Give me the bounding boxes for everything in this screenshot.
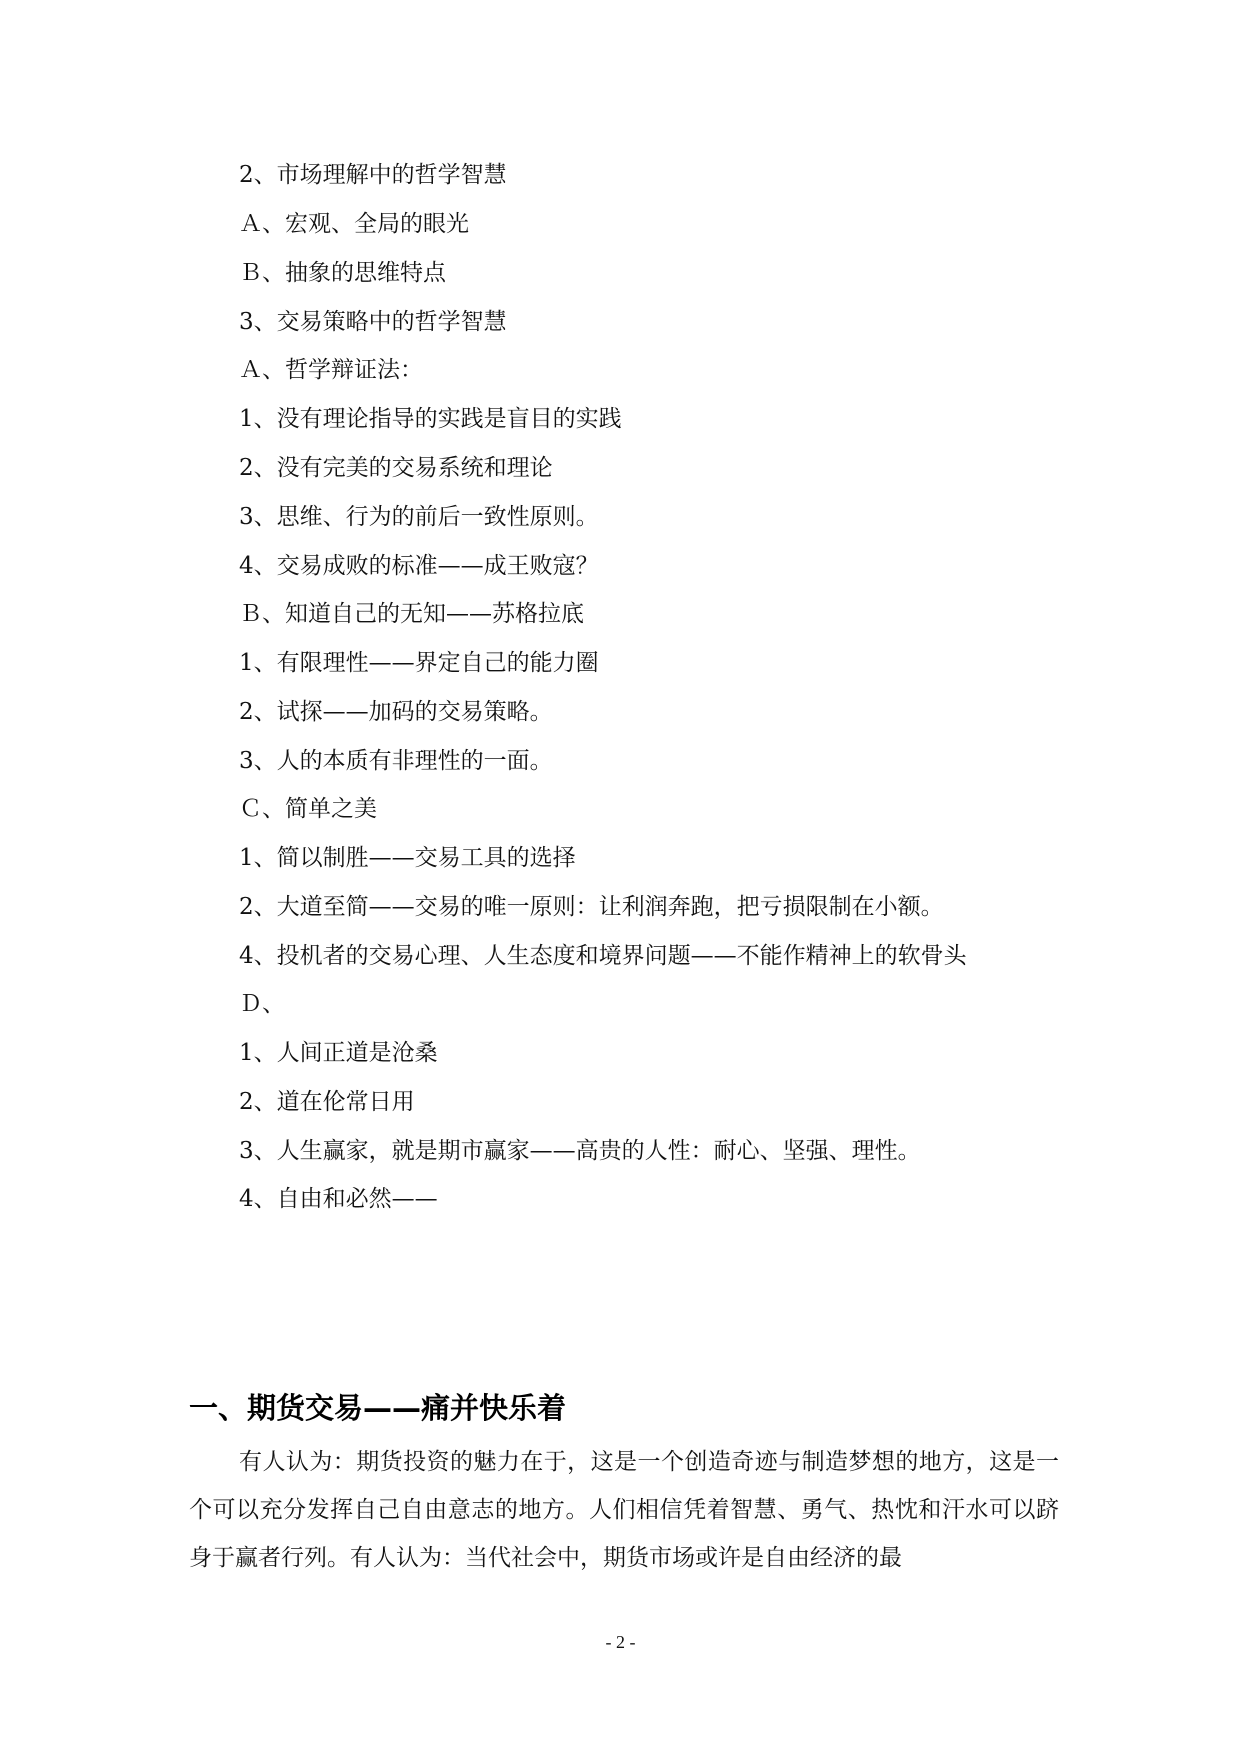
outline-line: 1、人间正道是沧桑: [239, 1040, 438, 1066]
outline-line: 2、试探——加码的交易策略。: [239, 699, 553, 725]
outline-line: 2、大道至简——交易的唯一原则：让利润奔跑，把亏损限制在小额。: [239, 894, 944, 920]
section-heading: 一、期货交易——痛并快乐着: [189, 1391, 567, 1425]
outline-line: Ｄ、: [239, 991, 285, 1017]
body-paragraph: 有人认为：期货投资的魅力在于，这是一个创造奇迹与制造梦想的地方，这是一个可以充分发挥自己自由意志的地方。人们相信凭着智慧、勇气、热忱和汗水可以跻身于赢者行列。有人认为：当代社会中，期货市场或许是自由经济的最: [189, 1449, 1059, 1571]
outline-line: 4、投机者的交易心理、人生态度和境界问题——不能作精神上的软骨头: [239, 943, 967, 969]
outline-line: 2、没有完美的交易系统和理论: [239, 455, 553, 481]
outline-line: 4、自由和必然——: [239, 1186, 438, 1212]
outline-line: 2、道在伦常日用: [239, 1089, 415, 1115]
outline-line: 2、市场理解中的哲学智慧: [239, 162, 507, 188]
outline-line: 1、简以制胜——交易工具的选择: [239, 845, 576, 871]
outline-line: Ｃ、简单之美: [239, 796, 377, 822]
outline-line: 3、交易策略中的哲学智慧: [239, 309, 507, 335]
outline-line: Ｂ、抽象的思维特点: [239, 260, 446, 286]
outline-line: 4、交易成败的标准——成王败寇？: [239, 553, 599, 579]
outline-line: 1、有限理性——界定自己的能力圈: [239, 650, 599, 676]
outline-line: 1、没有理论指导的实践是盲目的实践: [239, 406, 622, 432]
outline-line: Ｂ、知道自己的无知——苏格拉底: [239, 601, 584, 627]
page-number: - 2 -: [605, 1632, 636, 1652]
outline-line: Ａ、宏观、全局的眼光: [239, 211, 469, 237]
outline-line: 3、人生赢家，就是期市赢家——高贵的人性：耐心、坚强、理性。: [239, 1138, 921, 1164]
outline-line: 3、人的本质有非理性的一面。: [239, 748, 553, 774]
outline-line: Ａ、哲学辩证法：: [239, 357, 423, 383]
outline-line: 3、思维、行为的前后一致性原则。: [239, 504, 599, 530]
